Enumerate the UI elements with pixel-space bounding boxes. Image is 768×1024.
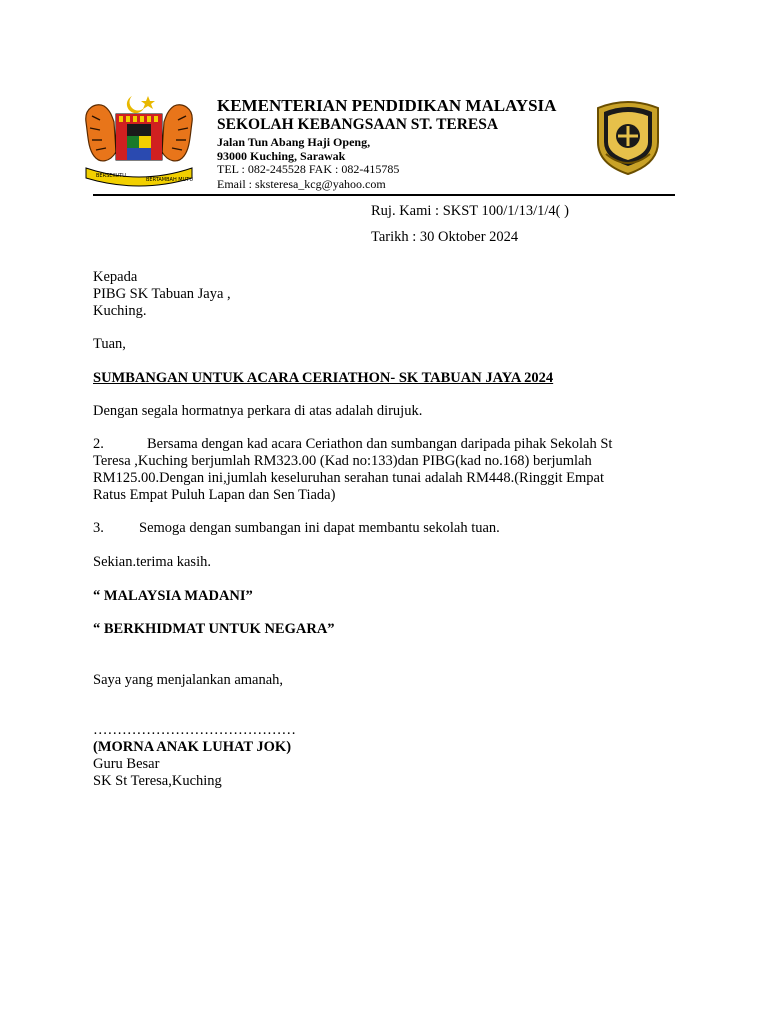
- subject-line: SUMBANGAN UNTUK ACARA CERIATHON- SK TABUAN JAYA 2024: [93, 370, 554, 386]
- recipient-line-3: Kuching.: [93, 303, 147, 319]
- paragraph-2-line-3: RM125.00.Dengan ini,jumlah keseluruhan serahan tunai adalah RM448.(Ringgit Empat: [93, 470, 605, 486]
- paragraph-3-number: 3.: [93, 520, 104, 536]
- paragraph-3-text: Semoga dengan sumbangan ini dapat membantu sekolah tuan.: [139, 520, 500, 536]
- paragraph-2-line-1: Bersama dengan kad acara Ceriathon dan sumbangan daripada pihak Sekolah St: [147, 436, 613, 452]
- signature-preamble: Saya yang menjalankan amanah,: [93, 672, 284, 688]
- closing-text: Sekian.terima kasih.: [93, 554, 211, 570]
- paragraph-2-line-2: Teresa ,Kuching berjumlah RM323.00 (Kad no:133)dan PIBG(kad no.168) berjumlah: [93, 453, 592, 469]
- paragraph-2-line-4: Ratus Empat Puluh Lapan dan Sen Tiada): [93, 487, 336, 503]
- header-divider: [93, 194, 675, 196]
- paragraph-2-number: 2.: [93, 436, 104, 452]
- address-line-1: Jalan Tun Abang Haji Openg,: [217, 135, 371, 149]
- svg-text:BERTAMBAH MUTU: BERTAMBAH MUTU: [146, 177, 193, 183]
- signatory-name: (MORNA ANAK LUHAT JOK): [93, 739, 292, 755]
- st-teresa-school-badge-icon: [594, 98, 662, 176]
- recipient-line-2: PIBG SK Tabuan Jaya ,: [93, 286, 231, 302]
- email-address: Email : sksteresa_kcg@yahoo.com: [217, 177, 386, 191]
- letter-date: Tarikh : 30 Oktober 2024: [371, 229, 519, 245]
- salutation: Tuan,: [93, 336, 126, 352]
- signatory-title: Guru Besar: [93, 756, 160, 772]
- malaysia-coat-of-arms-icon: [80, 92, 198, 190]
- svg-text:BERSEKUTU: BERSEKUTU: [96, 173, 126, 179]
- intro-paragraph: Dengan segala hormatnya perkara di atas adalah dirujuk.: [93, 403, 423, 419]
- reference-number: Ruj. Kami : SKST 100/1/13/1/4( ): [371, 203, 569, 219]
- slogan-malaysia-madani: “ MALAYSIA MADANI”: [93, 588, 253, 604]
- slogan-berkhidmat: “ BERKHIDMAT UNTUK NEGARA”: [93, 621, 335, 637]
- ministry-name: KEMENTERIAN PENDIDIKAN MALAYSIA: [217, 96, 557, 115]
- signatory-school: SK St Teresa,Kuching: [93, 773, 222, 789]
- signature-line: ……………………………………: [93, 722, 296, 738]
- recipient-line-1: Kepada: [93, 269, 138, 285]
- tel-fax: TEL : 082-245528 FAK : 082-415785: [217, 162, 400, 176]
- school-name: SEKOLAH KEBANGSAAN ST. TERESA: [217, 116, 499, 133]
- address-line-2: 93000 Kuching, Sarawak: [217, 149, 346, 163]
